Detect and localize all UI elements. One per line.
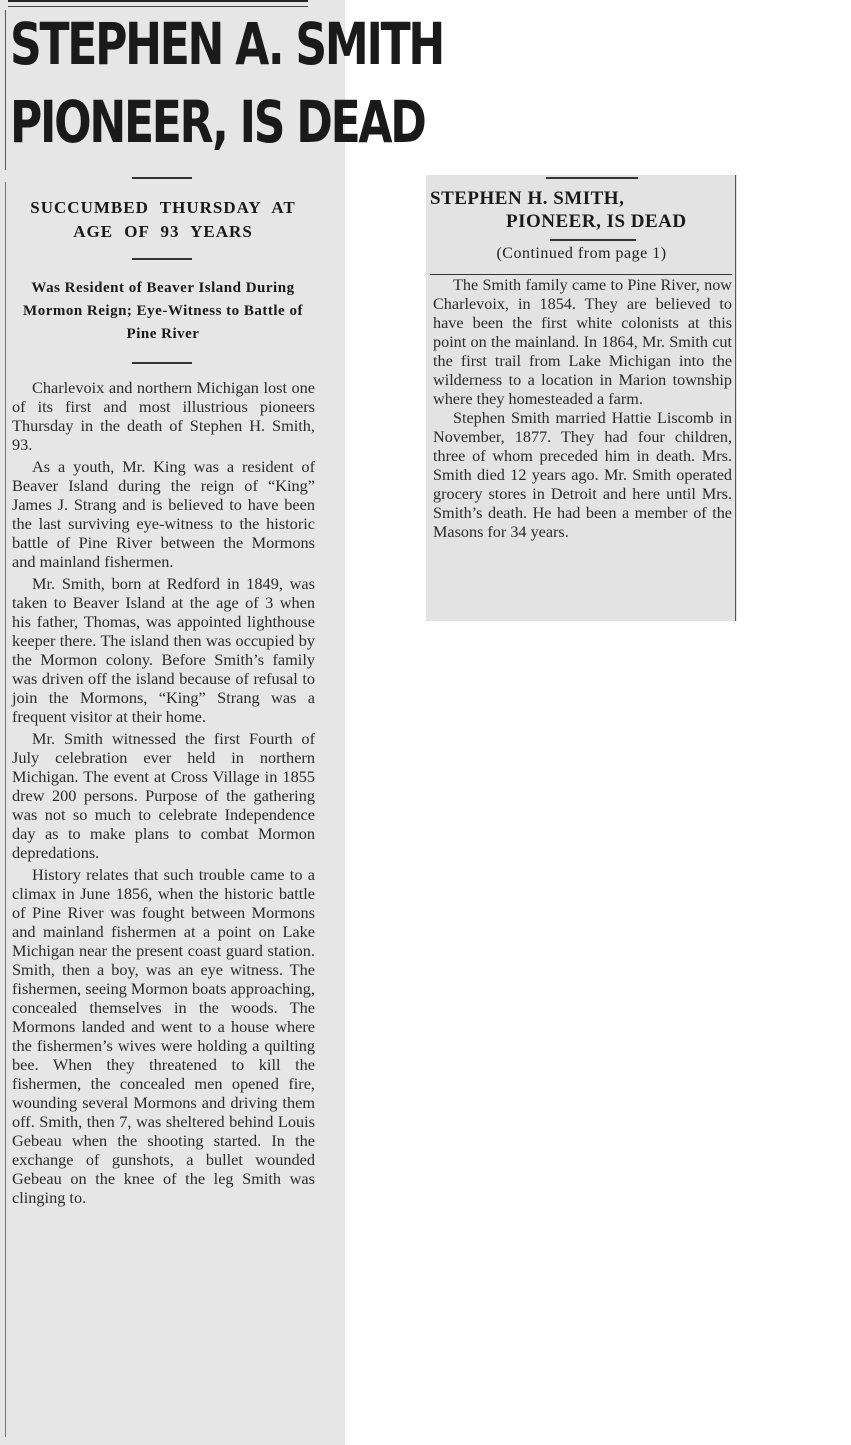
article-paragraph: Mr. Smith witnessed the first Fourth of July celebration ever held in northern Michigan. The event at Cross Village in 1855 drew 200 persons. Purpose of the gathering was not so much to celebrate Independence day as to make plans to combat Mormon depredations. xyxy=(12,729,315,862)
continued-from-note: (Continued from page 1) xyxy=(496,245,667,262)
deck-headline-2: Was Resident of Beaver Island During Mormon Reign; Eye-Witness to Battle of Pine River xyxy=(23,280,303,342)
continuation-headline xyxy=(430,187,730,233)
column-rule xyxy=(5,10,6,170)
top-rule xyxy=(8,0,308,2)
deck-headline-1: SUCCUMBED THURSDAY AT AGE OF 93 YEARS xyxy=(30,198,296,241)
continuation-headline-line-2: PIONEER, IS DEAD xyxy=(506,211,687,232)
continuation-body xyxy=(433,276,732,542)
divider-rule xyxy=(132,362,192,364)
continuation-headline-line-1: STEPHEN H. SMITH, xyxy=(430,188,625,209)
continuation-clipping xyxy=(426,175,737,621)
headline-line-1: STEPHEN A. SMITH xyxy=(10,10,443,78)
column-rule xyxy=(735,175,736,621)
divider-rule xyxy=(132,177,192,179)
article-paragraph: As a youth, Mr. King was a resident of Beaver Island during the reign of “King” James J. Strang and is believed to have been the last surviving eye-witness to the historic battle of Pine River between the Mormons and mainland fishermen. xyxy=(12,457,315,571)
top-rule xyxy=(546,177,638,179)
article-body xyxy=(12,378,315,1210)
article-paragraph: Charlevoix and northern Michigan lost one of its first and most illustrious pioneers Thursday in the death of Stephen H. Smith, 93. xyxy=(12,378,315,454)
divider-rule xyxy=(430,274,732,275)
column-rule xyxy=(5,182,6,1437)
headline-line-2: PIONEER, IS DEAD xyxy=(10,88,425,156)
divider-rule xyxy=(132,258,192,260)
article-paragraph: Stephen Smith married Hattie Liscomb in November, 1877. They had four children, three of whom preceded him in death. Mrs. Smith died 12 years ago. Mr. Smith operated grocery stores in Detroit and here until Mrs. Smith’s death. He had been a member of the Masons for 34 years. xyxy=(433,409,732,541)
divider-rule xyxy=(550,239,636,241)
article-paragraph: The Smith family came to Pine River, now Charlevoix, in 1854. They are believed to have been the first white colonists at this point on the mainland. In 1864, Mr. Smith cut the first trail from Lake Michigan into the wilderness to a location in Marion township where they homesteaded a farm. xyxy=(433,276,732,408)
article-paragraph: Mr. Smith, born at Redford in 1849, was taken to Beaver Island at the age of 3 when his father, Thomas, was appointed lighthouse keeper there. The island then was occupied by the Mormon colony. Before Smith’s family was driven off the island because of refusal to join the Mormons, “King” Strang was a frequent visitor at their home. xyxy=(12,574,315,726)
top-rule-thin xyxy=(8,6,308,7)
article-paragraph: History relates that such trouble came to a climax in June 1856, when the historic battle of Pine River was fought between Mormons and mainland fishermen at a point on Lake Michigan near the present coast guard station. Smith, then a boy, was an eye witness. The fishermen, seeing Mormon boats approaching, concealed themselves in the woods. The Mormons landed and went to a house where the fishermen’s wives were holding a quilting bee. When they threatened to kill the fishermen, the concealed men opened fire, wounding several Mormons and driving them off. Smith, then 7, was sheltered behind Louis Gebeau when the shooting started. In the exchange of gunshots, a bullet wounded Gebeau on the knee of the leg Smith was clinging to. xyxy=(12,865,315,1207)
